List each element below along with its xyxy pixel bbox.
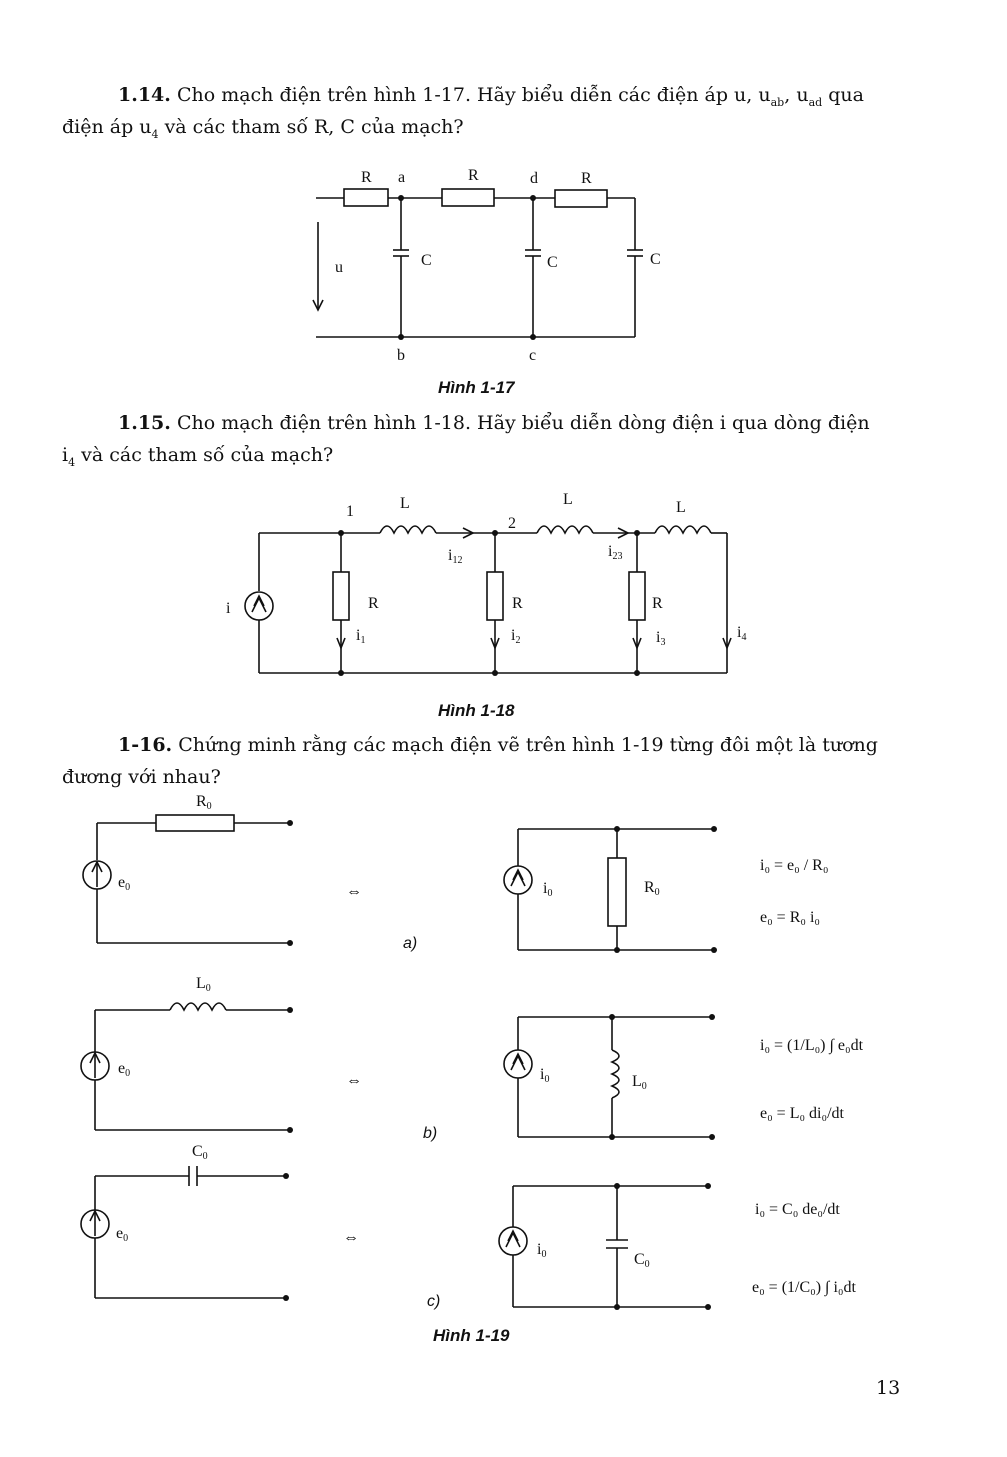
source-current-label: i xyxy=(226,600,231,617)
page-number: 13 xyxy=(876,1377,901,1399)
equation-c2: e₀ = (1/C₀) ∫ i₀dt xyxy=(752,1279,856,1296)
inductor-label-3: L xyxy=(676,499,686,516)
caption-fig-1-17: Hình 1-17 xyxy=(438,378,515,397)
l0-label-b-right: L0 xyxy=(632,1073,647,1092)
resistor-label-1: R xyxy=(361,169,372,186)
capacitor-label-2: C xyxy=(547,254,558,271)
current-i23-label: i23 xyxy=(608,543,623,562)
problem-1-14-line1: 1.14. Cho mạch điện trên hình 1-17. Hãy biểu diễn các điện áp u, $u_{ab}$, $u_{ad}$ qua xyxy=(118,84,864,109)
equiv-arrow-b: ⇔ xyxy=(346,1072,362,1089)
node-c-label: c xyxy=(529,347,537,364)
resistor-label-2: R xyxy=(468,167,479,184)
current-i12-label: i12 xyxy=(448,547,463,566)
label-a: a) xyxy=(403,935,418,952)
node-d-label: d xyxy=(530,170,538,187)
resistor-label-3: R xyxy=(652,595,663,612)
e0-label-b: e0 xyxy=(118,1060,131,1079)
problem-1-15-line2: $i_4$ và các tham số của mạch? xyxy=(62,444,334,469)
equation-a1: i₀ = e₀ / R₀ xyxy=(760,857,829,874)
node-1-label: 1 xyxy=(346,503,354,520)
node-2-label: 2 xyxy=(508,515,516,532)
current-i2-label: i2 xyxy=(511,627,521,646)
problem-1-16-line1: 1-16. Chứng minh rằng các mạch điện vẽ trên hình 1-19 từng đôi một là tương xyxy=(118,734,878,756)
circuit-b-right xyxy=(504,1017,712,1137)
c0-label-c-right: C0 xyxy=(634,1251,650,1270)
resistor-label-3: R xyxy=(581,170,592,187)
circuit-a-right xyxy=(504,829,714,950)
problem-1-15-line1: 1.15. Cho mạch điện trên hình 1-18. Hãy biểu diễn dòng điện i qua dòng điện xyxy=(118,412,870,434)
c0-label-c: C0 xyxy=(192,1143,208,1162)
equiv-arrow-c: ⇔ xyxy=(343,1229,359,1246)
label-c: c) xyxy=(427,1293,441,1310)
label-b: b) xyxy=(423,1125,438,1142)
equation-c1: i₀ = C₀ de₀/dt xyxy=(755,1201,840,1218)
i0-label-a: i0 xyxy=(543,880,553,899)
problem-1-14-line2: điện áp $u_4$ và các tham số R, C của mạch? xyxy=(62,116,464,141)
inductor-label-2: L xyxy=(563,491,573,508)
i0-label-b: i0 xyxy=(540,1066,550,1085)
resistor-label-1: R xyxy=(368,595,379,612)
e0-label-a: e0 xyxy=(118,874,131,893)
problem-1-16-line2: đương với nhau? xyxy=(62,766,221,788)
node-b-label: b xyxy=(397,347,405,364)
caption-fig-1-18: Hình 1-18 xyxy=(438,701,515,720)
r0-label-a: R0 xyxy=(196,793,212,812)
current-i4-label: i4 xyxy=(737,624,747,643)
equiv-arrow-a: ⇔ xyxy=(346,883,362,900)
equation-b1: i₀ = (1/L₀) ∫ e₀dt xyxy=(760,1037,864,1054)
current-i3-label: i3 xyxy=(656,629,666,648)
r0-label-a-right: R0 xyxy=(644,879,660,898)
voltage-u-label: u xyxy=(335,259,343,276)
resistor-label-2: R xyxy=(512,595,523,612)
circuit-a-left xyxy=(83,815,290,943)
capacitor-label-3: C xyxy=(650,251,661,268)
caption-fig-1-19: Hình 1-19 xyxy=(433,1326,510,1345)
equation-a2: e₀ = R₀ i₀ xyxy=(760,909,820,926)
l0-label-b: L0 xyxy=(196,975,211,994)
equation-b2: e₀ = L₀ di₀/dt xyxy=(760,1105,844,1122)
current-i1-label: i1 xyxy=(356,627,366,646)
inductor-label-1: L xyxy=(400,495,410,512)
i0-label-c: i0 xyxy=(537,1241,547,1260)
circuit-b-left xyxy=(81,1003,290,1130)
circuit-c-right xyxy=(499,1186,708,1307)
capacitor-label-1: C xyxy=(421,252,432,269)
circuit-c-left xyxy=(81,1166,286,1298)
e0-label-c: e0 xyxy=(116,1225,129,1244)
node-a-label: a xyxy=(398,169,406,186)
